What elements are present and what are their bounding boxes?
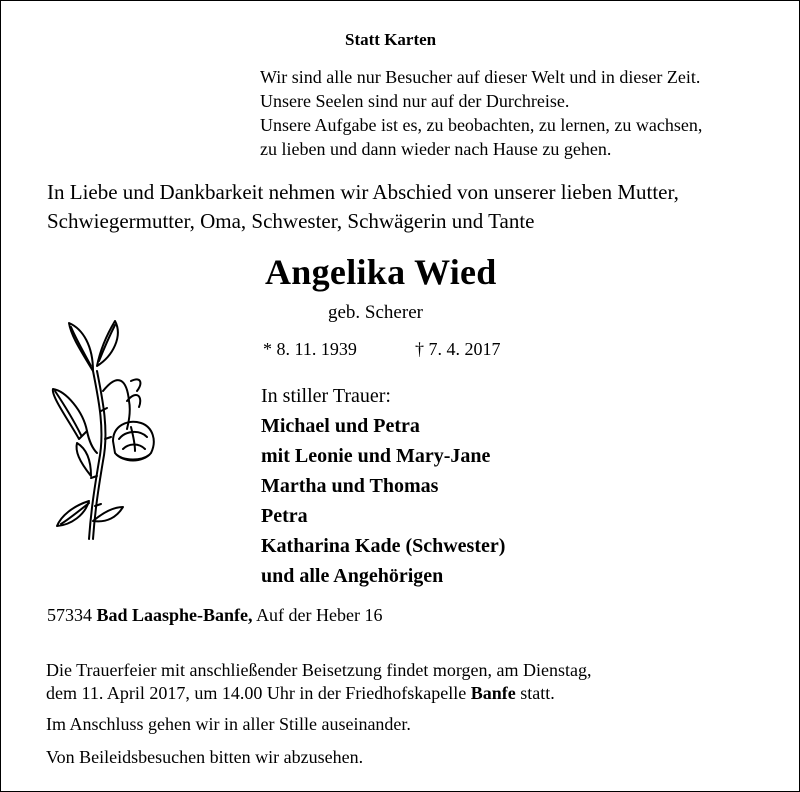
address-postcode: 57334 [47, 605, 92, 625]
notice-farewell: Im Anschluss gehen wir in aller Stille auseinander. [46, 714, 411, 734]
notice-line-end: statt. [520, 683, 555, 703]
intro-text [47, 178, 679, 236]
notice-line-text: dem 11. April 2017, um 14.00 Uhr in der Friedhofskapelle [46, 683, 467, 703]
mourner-name: mit Leonie und Mary-Jane [261, 445, 491, 467]
address-city: Bad Laasphe-Banfe, [96, 605, 253, 625]
mourners-label: In stiller Trauer: [261, 385, 391, 407]
poem-line: Unsere Aufgabe ist es, zu beobachten, zu lernen, zu wachsen, [260, 115, 703, 135]
deceased-name: Angelika Wied [265, 252, 497, 292]
poem-line: zu lieben und dann wieder nach Hause zu gehen. [260, 139, 612, 159]
header-title: Statt Karten [345, 30, 437, 49]
mourner-name: und alle Angehörigen [261, 565, 444, 587]
maiden-name: geb. Scherer [328, 302, 423, 323]
notice-condolence: Von Beileidsbesuchen bitten wir abzusehen. [46, 747, 364, 767]
notice-line [46, 682, 592, 705]
notice-line: Die Trauerfeier mit anschließender Beisetzung findet morgen, am Dienstag, [46, 660, 592, 680]
intro-line: Schwiegermutter, Oma, Schwester, Schwägerin und Tante [47, 209, 535, 233]
mourner-name: Martha und Thomas [261, 475, 439, 497]
address [47, 605, 383, 626]
mourners-list [261, 381, 505, 591]
poem-line: Unsere Seelen sind nur auf der Durchreise. [260, 91, 570, 111]
mourner-name: Michael und Petra [261, 415, 420, 437]
intro-line: In Liebe und Dankbarkeit nehmen wir Abschied von unserer lieben Mutter, [47, 180, 679, 204]
mourner-name: Katharina Kade (Schwester) [261, 535, 506, 557]
funeral-notice [46, 659, 592, 705]
rose-icon [31, 311, 161, 546]
death-date: † 7. 4. 2017 [415, 339, 501, 359]
notice-place: Banfe [470, 683, 516, 703]
poem [260, 65, 702, 161]
mourner-name: Petra [261, 505, 308, 527]
birth-date: * 8. 11. 1939 [263, 339, 357, 359]
address-street: Auf der Heber 16 [256, 605, 383, 625]
poem-line: Wir sind alle nur Besucher auf dieser Welt und in dieser Zeit. [260, 67, 701, 87]
